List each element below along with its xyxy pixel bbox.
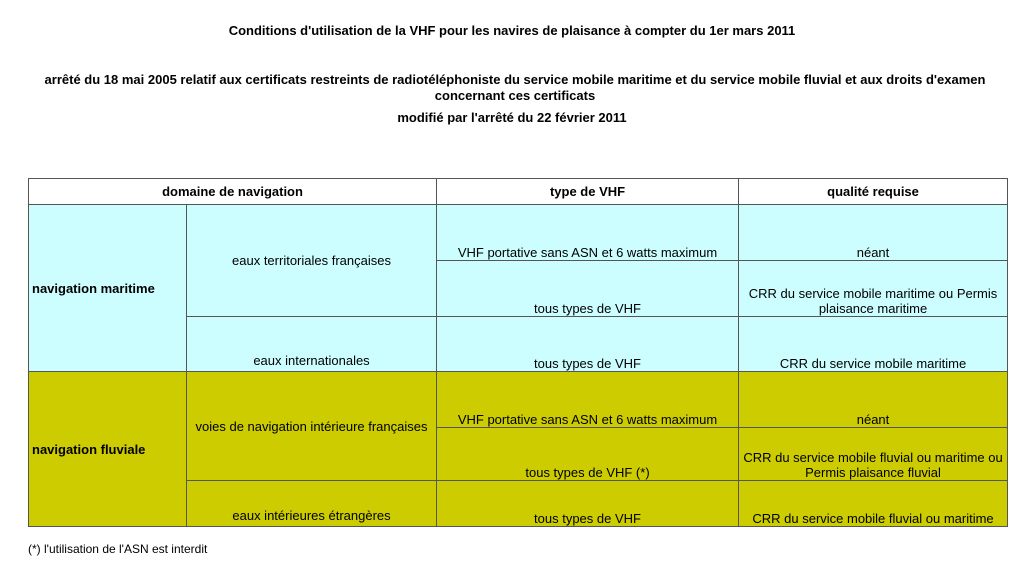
zone-french-inland-waterways: voies de navigation intérieure françaises — [187, 372, 437, 481]
table-row — [29, 205, 1008, 261]
footnote: (*) l'utilisation de l'ASN est interdit — [28, 542, 208, 556]
header-vhf-type: type de VHF — [437, 179, 739, 205]
table-row — [29, 372, 1008, 428]
zone-international-waters: eaux internationales — [187, 317, 437, 372]
zone-foreign-inland-waters: eaux intérieures étrangères — [187, 481, 437, 527]
vhf-type-cell: tous types de VHF — [437, 317, 739, 372]
vhf-type-cell: tous types de VHF — [437, 261, 739, 317]
zone-territorial-waters: eaux territoriales françaises — [187, 205, 437, 317]
qualification-cell: CRR du service mobile fluvial ou maritime ou Permis plaisance fluvial — [739, 428, 1008, 481]
qualification-cell: néant — [739, 372, 1008, 428]
vhf-conditions-table — [28, 178, 1008, 527]
vhf-type-cell: VHF portative sans ASN et 6 watts maximum — [437, 372, 739, 428]
qualification-cell: CRR du service mobile maritime — [739, 317, 1008, 372]
header-qualification: qualité requise — [739, 179, 1008, 205]
page-title: Conditions d'utilisation de la VHF pour les navires de plaisance à compter du 1er mars 2011 — [228, 23, 796, 38]
header-domain: domaine de navigation — [29, 179, 437, 205]
qualification-cell: néant — [739, 205, 1008, 261]
domain-fluvial: navigation fluviale — [29, 372, 187, 527]
vhf-type-cell: tous types de VHF (*) — [437, 428, 739, 481]
modification-note: modifié par l'arrêté du 22 février 2011 — [397, 110, 627, 125]
table-header-row — [29, 179, 1008, 205]
vhf-type-cell: tous types de VHF — [437, 481, 739, 527]
qualification-cell: CRR du service mobile fluvial ou maritime — [739, 481, 1008, 527]
vhf-type-cell: VHF portative sans ASN et 6 watts maximum — [437, 205, 739, 261]
domain-maritime: navigation maritime — [29, 205, 187, 372]
decree-reference: arrêté du 18 mai 2005 relatif aux certificats restreints de radiotéléphoniste du service mobile maritime et du service mobile fluvial et aux droits d'examen concernant ces certificats — [44, 72, 986, 103]
qualification-cell: CRR du service mobile maritime ou Permis plaisance maritime — [739, 261, 1008, 317]
